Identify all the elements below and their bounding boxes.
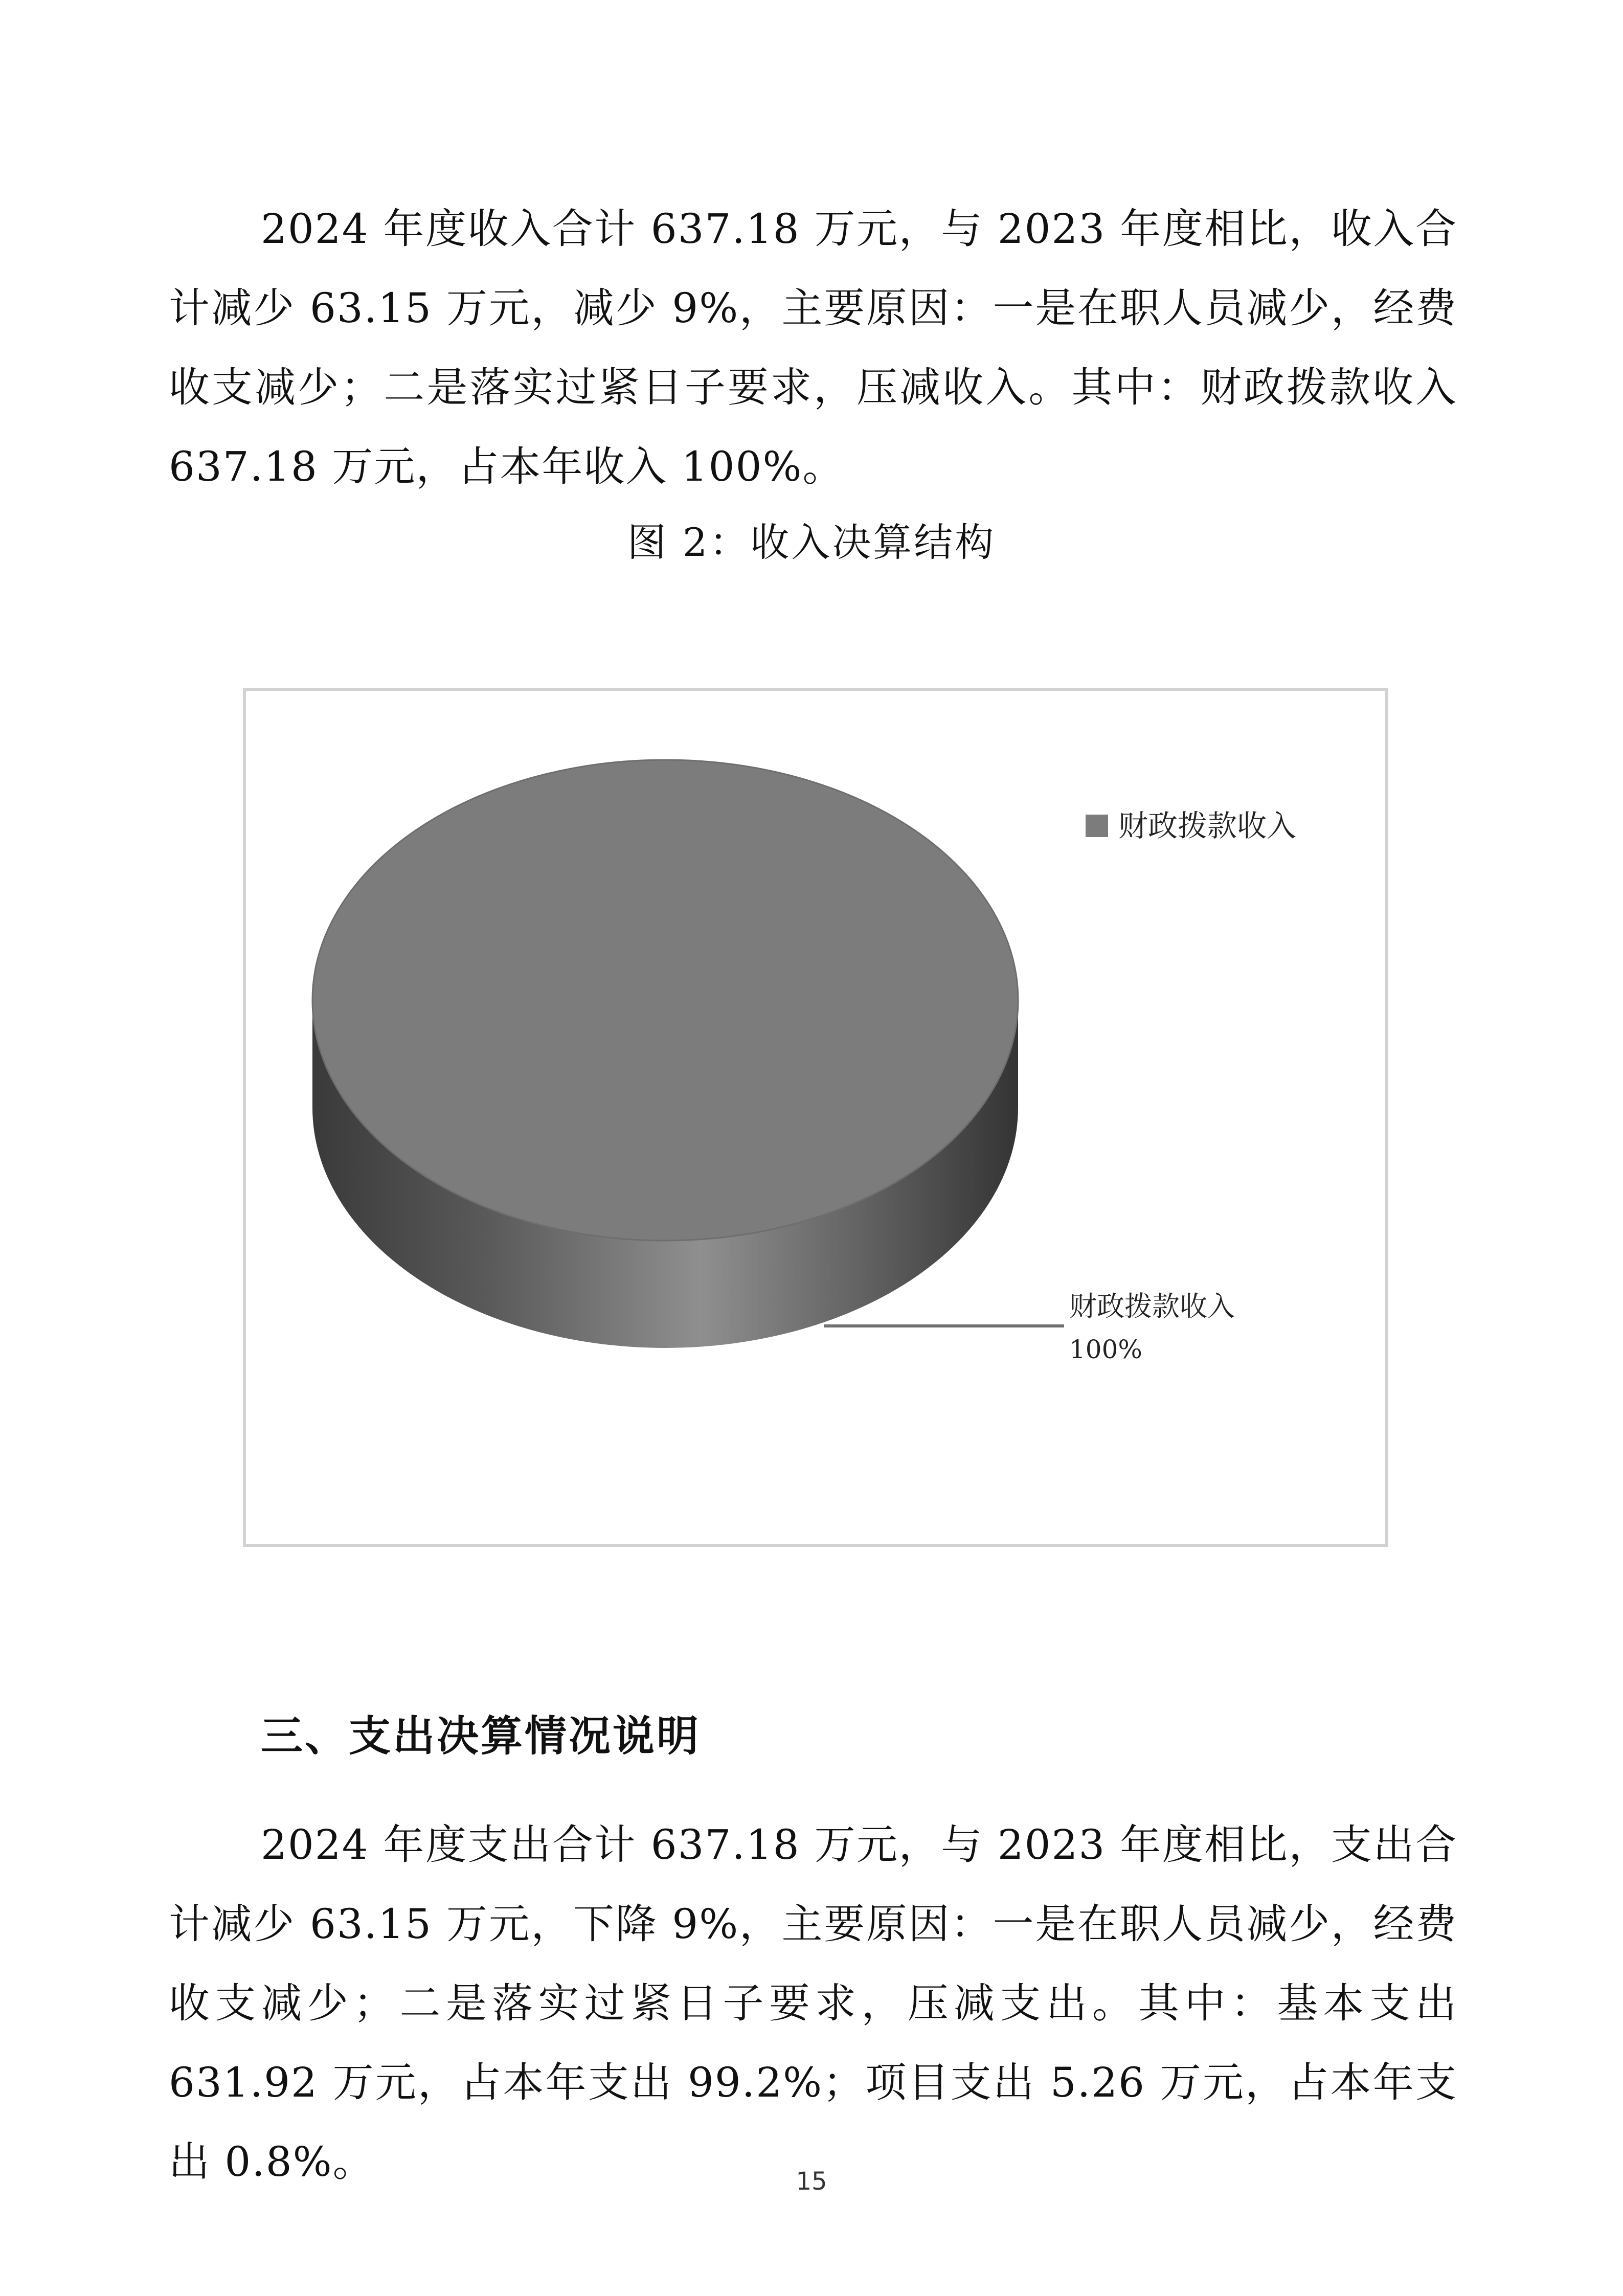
figure-caption: 图 2：收入决算结构 [627,520,996,565]
pie-chart-svg [246,691,1385,1544]
income-structure-chart [243,688,1388,1547]
expenditure-paragraph: 2024 年度支出合计 637.18 万元，与 2023 年度相比，支出合计减少 63.15 万元，下降 9%，主要原因：一是在职人员减少，经费收支减少；二是落实过紧日子要求，压减支出。其中：基本支出 631.92 万元，占本年支出 99.2%；项目支出 5.26 万元，占本年支出 0.8%。 [169,1821,1457,2186]
income-paragraph: 2024 年度收入合计 637.18 万元，与 2023 年度相比，收入合计减少 63.15 万元，减少 9%，主要原因：一是在职人员减少，经费收支减少；二是落实过紧日子要求，压减收入。其中：财政拨款收入 637.18 万元，占本年收入 100%。 [169,205,1457,490]
legend-label: 财政拨款收入 [1118,808,1297,843]
page-number: 15 [796,2167,827,2196]
data-label-value: 100% [1069,1335,1142,1364]
legend-swatch [1086,815,1108,837]
section-heading: 三、支出决算情况说明 [261,1712,701,1761]
data-label-name: 财政拨款收入 [1069,1290,1235,1322]
pie-slice-financial-appropriation [312,760,1018,1241]
